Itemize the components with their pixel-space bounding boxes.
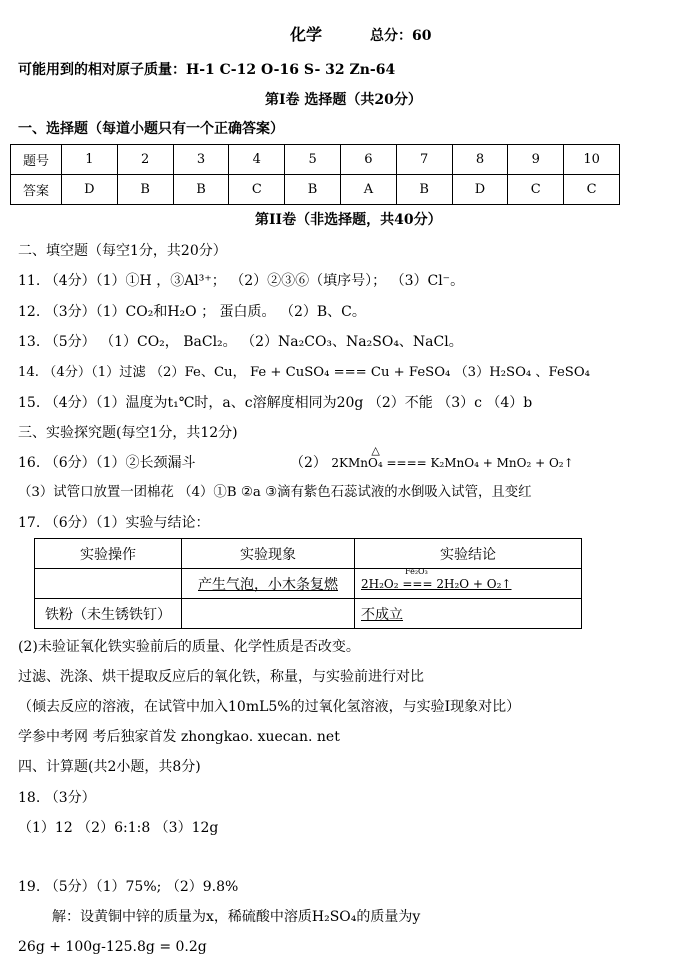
answer-q13: 13. （5分） （1）CO₂， BaCl₂。 （2）Na₂CO₃、Na₂SO₄、NaCl。 [18,334,463,350]
answer-cell: C [508,175,564,205]
answer-q16-1: 16. （6分）（1）②长颈漏斗 [18,455,196,471]
experiment-table [34,538,582,629]
answer-q17-2: (2)未验证氧化铁实验前后的质量、化学性质是否改变。 [18,639,360,655]
answer-q12: 12. （3分）（1）CO₂和H₂O ； 蛋白质。 （2）B、C。 [18,304,366,320]
question-number: 9 [508,145,564,175]
question-number: 10 [564,145,620,175]
table-cell [35,569,182,599]
answer-cell: C [564,175,620,205]
part1-title: 第Ⅰ卷 选择题（共20分） [265,92,422,108]
section-3-heading: 三、实验探究题(每空1分，共12分) [18,425,238,441]
table-row [35,599,582,629]
header-cell: 实验结论 [355,539,582,569]
answer-q19: 19. （5分）（1）75%; （2）9.8% [18,879,239,895]
answer-q11: 11. （4分）（1）①H ，③Al³⁺； （2）②③⑥（填序号）； （3）Cl⁻。 [18,273,465,289]
answer-q17: 17. （6分）（1）实验与结论： [18,515,210,531]
answer-q15: 15. （4分）（1）温度为t₁℃时，a、c溶解度相同为20g （2）不能 （3）c （4）b [18,395,533,411]
table-row [11,145,620,175]
catalyst-condition: Fe₂O₃ [405,566,428,576]
total-score: 总分：60 [370,28,432,44]
question-number: 7 [396,145,452,175]
answer-q16-2 [290,444,574,471]
watermark-text: 学参中考网 考后独家首发 zhongkao. xuecan. net [18,729,340,745]
equation-text: 2H₂O₂ === 2H₂O + O₂↑ [361,576,512,591]
table-cell [355,599,582,629]
header-cell: 实验现象 [182,539,355,569]
question-number: 5 [285,145,341,175]
equation-text: 2KMnO₄ ==== K₂MnO₄ + MnO₂ + O₂↑ [331,456,574,470]
question-number: 3 [173,145,229,175]
equation-h2o2 [361,566,512,591]
answer-cell: B [117,175,173,205]
question-number: 8 [452,145,508,175]
table-cell [182,599,355,629]
table-row [35,539,582,569]
row-label: 题号 [11,145,62,175]
table-cell [355,566,582,599]
answer-cell: D [62,175,118,205]
header-cell: 实验操作 [35,539,182,569]
question-number: 6 [340,145,396,175]
answer-cell: B [396,175,452,205]
answer-q17-3: 过滤、洗涤、烘干提取反应后的氧化铁，称量，与实验前进行对比 [18,669,424,685]
answer-cell: B [285,175,341,205]
section-1-heading: 一、选择题（每道小题只有一个正确答案） [18,121,284,137]
part2-title: 第II卷（非选择题，共40分） [255,212,442,228]
question-number: 4 [229,145,285,175]
answer-q18-parts: （1）12 （2）6:1:8 （3）12g [18,820,219,836]
section-4-heading: 四、计算题(共2小题，共8分) [18,759,201,775]
answer-cell: C [229,175,285,205]
answer-cell: D [452,175,508,205]
table-row [11,175,620,205]
table-row [35,569,582,599]
table-cell: 铁粉（未生锈铁钉） [35,599,182,629]
atomic-masses: 可能用到的相对原子质量：H-1 C-12 O-16 S- 32 Zn-64 [18,62,396,78]
answer-q19-calc: 26g + 100g-125.8g = 0.2g [18,939,207,955]
question-number: 2 [117,145,173,175]
answer-q19-solution: 解：设黄铜中锌的质量为x，稀硫酸中溶质H₂SO₄的质量为y [52,909,421,925]
answer-q18: 18. （3分） [18,790,96,806]
question-number: 1 [62,145,118,175]
section-2-heading: 二、填空题（每空1分，共20分） [18,243,227,259]
answer-q14: 14. （4分）（1）过滤 （2）Fe、Cu， Fe + CuSO₄ === Cu + FeSO₄ （3）H₂SO₄ 、FeSO₄ [18,365,590,380]
table-cell [182,569,355,599]
answer-q17-4: （倾去反应的溶液，在试管中加入10mL5%的过氧化氢溶液，与实验Ⅰ现象对比） [18,699,521,715]
part-label: （2） [290,455,327,471]
equation-kmno4 [331,444,574,470]
heat-condition: △ [371,444,380,457]
answer-q16-3: （3）试管口放置一团棉花 （4）①B ②a ③滴有紫色石蕊试液的水倒吸入试管，且变红 [18,485,532,500]
subject-title: 化学 [290,25,323,44]
conclusion-text: 不成立 [361,606,403,623]
answer-table [10,144,620,205]
answer-cell: B [173,175,229,205]
phenomenon-text: 产生气泡，小木条复燃 [198,576,338,593]
answer-cell: A [340,175,396,205]
row-label: 答案 [11,175,62,205]
